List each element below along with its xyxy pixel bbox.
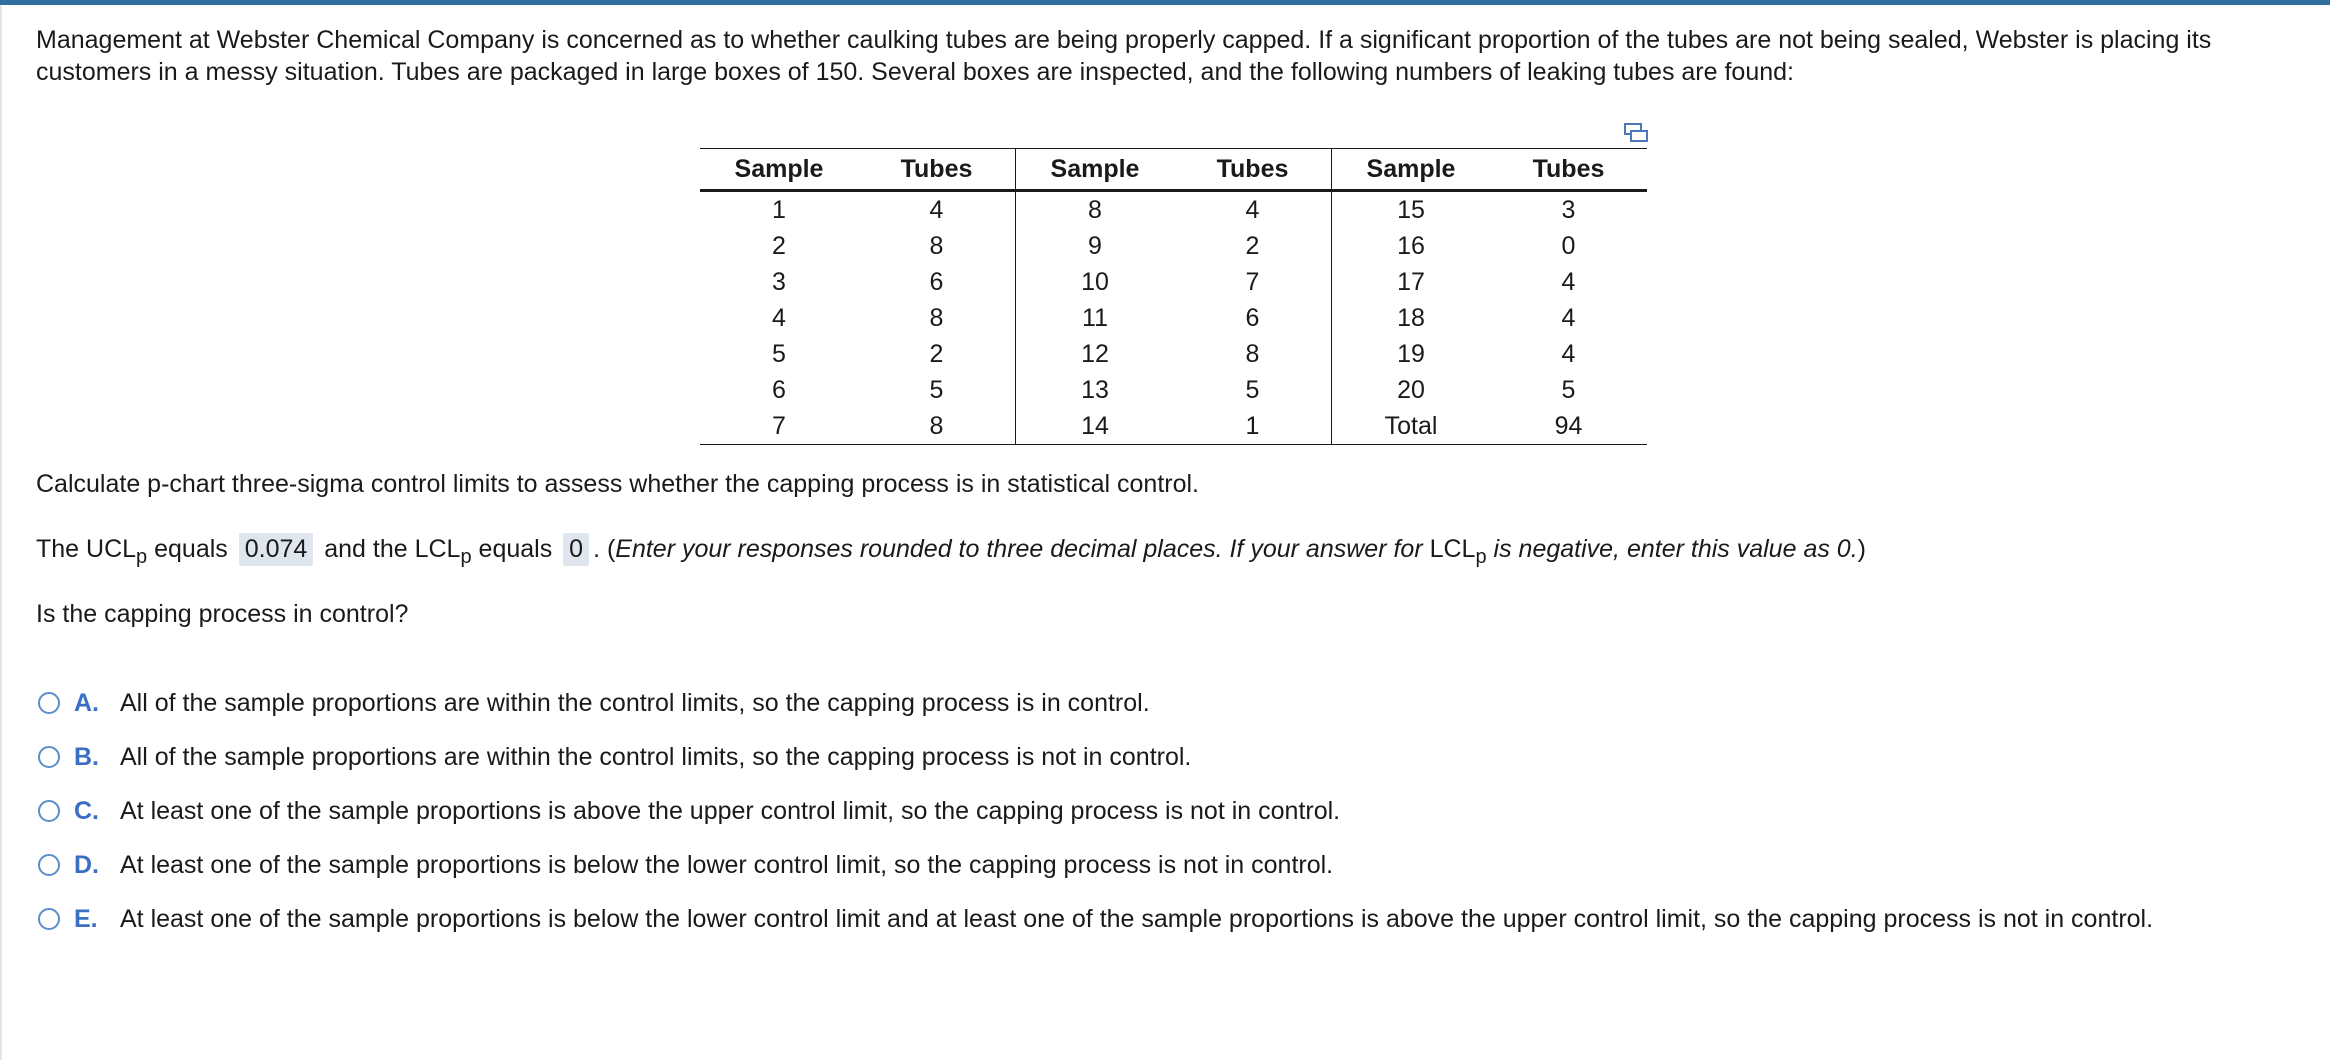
cell-tubes-3: 0	[1561, 231, 1576, 260]
ucl-label: The UCL	[36, 535, 137, 563]
table-row	[700, 228, 1647, 264]
cell-sample-1: 7	[700, 408, 858, 445]
cell-sample-1: 5	[772, 339, 786, 368]
cell-tubes-3: 3	[1561, 195, 1576, 224]
negative-hint: is negative, enter this value as 0.	[1486, 535, 1858, 563]
cell-tubes-3: 5	[1561, 375, 1576, 404]
radio-e-icon[interactable]	[38, 908, 60, 930]
cell-sample-1: 3	[772, 267, 786, 296]
radio-d-icon[interactable]	[38, 854, 60, 876]
cell-tubes-2: 5	[1245, 375, 1260, 404]
cell-tubes-3: 94	[1490, 408, 1647, 445]
header-tubes-1: Tubes	[858, 149, 1016, 191]
cell-tubes-1: 5	[929, 375, 944, 404]
cell-tubes-1: 6	[929, 267, 944, 296]
cell-tubes-1: 8	[858, 408, 1016, 445]
cell-sample-3: 17	[1332, 264, 1491, 300]
control-question: Is the capping process in control?	[36, 600, 409, 628]
header-sample-2: Sample	[1016, 149, 1175, 191]
cell-tubes-1: 2	[929, 339, 944, 368]
cell-sample-2: 12	[1016, 336, 1175, 372]
header-tubes-3: Tubes	[1490, 149, 1647, 191]
cell-tubes-3: 4	[1561, 303, 1576, 332]
cell-sample-2: 11	[1016, 300, 1175, 336]
table-row	[700, 264, 1647, 300]
table-row	[700, 408, 1647, 445]
cell-sample-3: Total	[1332, 408, 1491, 445]
cell-sample-2: 8	[1016, 191, 1175, 229]
left-border	[0, 5, 2, 1060]
leaking-tubes-table	[700, 148, 1647, 445]
cell-tubes-2: 1	[1174, 408, 1332, 445]
cell-sample-3: 18	[1332, 300, 1491, 336]
paren-open: . (	[593, 535, 616, 563]
ucl-subscript: p	[136, 546, 148, 568]
option-c-text: At least one of the sample proportions is above the upper control limit, so the capping process is not in control.	[120, 796, 1341, 825]
option-c[interactable]	[38, 784, 2153, 838]
option-a-text: All of the sample proportions are within the control limits, so the capping process is in control.	[120, 688, 1150, 717]
option-a-letter: A.	[74, 688, 99, 717]
table-row	[700, 191, 1647, 229]
rounding-hint: Enter your responses rounded to three decimal places. If your answer for	[615, 535, 1430, 563]
option-c-letter: C.	[74, 796, 99, 825]
option-e[interactable]	[38, 892, 2153, 946]
cell-sample-3: 15	[1332, 191, 1491, 229]
cell-sample-3: 19	[1332, 336, 1491, 372]
lcl-answer-field[interactable]: 0	[563, 533, 589, 566]
cell-sample-2: 14	[1016, 408, 1175, 445]
cell-tubes-2: 4	[1245, 195, 1260, 224]
cell-tubes-3: 4	[1561, 267, 1576, 296]
table-header-row	[700, 149, 1647, 191]
lcl-subscript: p	[460, 546, 472, 568]
header-sample-1: Sample	[700, 149, 858, 191]
cell-sample-2: 13	[1016, 372, 1175, 408]
cell-tubes-1: 4	[929, 195, 944, 224]
problem-statement: Management at Webster Chemical Company is concerned as to whether caulking tubes are being properly capped. If a significant proportion of the tubes are not being sealed, Webster is placing its customers in a messy situation. Tubes are packaged in large boxes of 150. Several boxes are inspected, and the following numbers of leaking tubes are found:	[36, 26, 2212, 86]
cell-sample-1: 1	[772, 195, 786, 224]
answer-options	[38, 676, 2153, 946]
cell-sample-1: 2	[772, 231, 786, 260]
cell-sample-3: 16	[1332, 228, 1491, 264]
control-limits-sentence	[36, 533, 1866, 569]
option-b[interactable]	[38, 730, 2153, 784]
cell-sample-3: 20	[1332, 372, 1491, 408]
ucl-answer-field[interactable]: 0.074	[239, 533, 314, 566]
cell-tubes-2: 8	[1245, 339, 1260, 368]
cell-tubes-2: 2	[1245, 231, 1260, 260]
cell-tubes-2: 6	[1245, 303, 1260, 332]
option-e-text: At least one of the sample proportions is below the lower control limit and at least one of the sample proportions is above the upper control limit, so the capping process is not in control.	[120, 904, 2154, 933]
table-row	[700, 300, 1647, 336]
lcl-label: and the LCL	[317, 535, 461, 563]
cell-sample-1: 4	[772, 303, 786, 332]
paren-close: )	[1857, 535, 1866, 563]
top-accent-bar	[0, 0, 2330, 5]
header-sample-3: Sample	[1332, 149, 1491, 191]
option-b-letter: B.	[74, 742, 99, 771]
option-d-text: At least one of the sample proportions is below the lower control limit, so the capping process is not in control.	[120, 850, 1334, 879]
expand-table-icon[interactable]	[1623, 122, 1649, 144]
cell-tubes-1: 8	[929, 231, 944, 260]
option-d[interactable]	[38, 838, 2153, 892]
option-b-text: All of the sample proportions are within the control limits, so the capping process is not in control.	[120, 742, 1192, 771]
radio-b-icon[interactable]	[38, 746, 60, 768]
cell-tubes-1: 8	[929, 303, 944, 332]
table-row	[700, 372, 1647, 408]
cell-tubes-3: 4	[1561, 339, 1576, 368]
hint-lcl-subscript: p	[1475, 546, 1487, 568]
hint-lcl-label: LCL	[1429, 535, 1476, 563]
header-tubes-2: Tubes	[1174, 149, 1332, 191]
option-d-letter: D.	[74, 850, 99, 879]
equals-text-2: equals	[471, 535, 560, 563]
instruction-text: Calculate p-chart three-sigma control limits to assess whether the capping process is in statistical control.	[36, 470, 1200, 498]
option-a[interactable]	[38, 676, 2153, 730]
cell-sample-1: 6	[772, 375, 786, 404]
radio-c-icon[interactable]	[38, 800, 60, 822]
cell-sample-2: 9	[1016, 228, 1175, 264]
radio-a-icon[interactable]	[38, 692, 60, 714]
cell-tubes-2: 7	[1245, 267, 1260, 296]
equals-text-1: equals	[147, 535, 235, 563]
table-row	[700, 336, 1647, 372]
option-e-letter: E.	[74, 904, 98, 933]
cell-sample-2: 10	[1016, 264, 1175, 300]
